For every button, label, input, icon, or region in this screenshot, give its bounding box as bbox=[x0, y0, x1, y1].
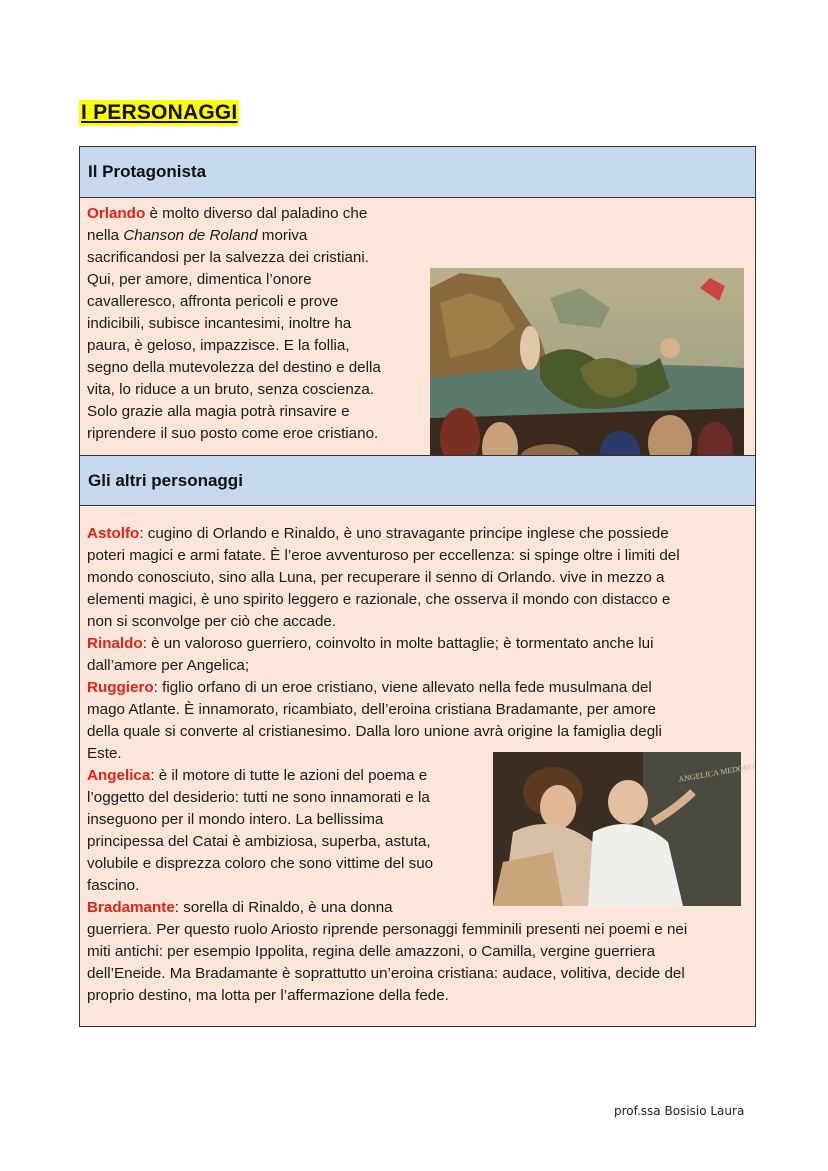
line-text: : sorella di Rinaldo, è una donna bbox=[174, 899, 393, 916]
line-text: : è un valoroso guerriero, coinvolto in molte battaglie; è tormentato anche lui bbox=[142, 635, 654, 652]
line-text: indicibili, subisce incantesimi, inoltre ha bbox=[87, 315, 352, 332]
line-text: dell’Eneide. Ma Bradamante è soprattutto un’eroina cristiana: audace, volitiva, decide del bbox=[87, 965, 685, 982]
section-body-protagonist bbox=[80, 198, 755, 455]
text-line bbox=[87, 335, 417, 357]
text-line bbox=[87, 963, 757, 985]
text-line bbox=[87, 589, 757, 611]
line-text: fascino. bbox=[87, 877, 140, 894]
text-line bbox=[87, 401, 417, 423]
tree-inscription: ANGELICA MEDORO bbox=[677, 761, 756, 784]
line-text: paura, è geloso, impazzisce. E la follia, bbox=[87, 337, 350, 354]
line-text: segno della mutevolezza del destino e della bbox=[87, 359, 381, 376]
text-line bbox=[87, 247, 417, 269]
work-title: Chanson de Roland bbox=[123, 227, 258, 244]
line-text: dall’amore per Angelica; bbox=[87, 657, 250, 674]
character-name: Angelica bbox=[87, 767, 151, 784]
text-line bbox=[87, 721, 757, 743]
section-header-other-characters: Gli altri personaggi bbox=[80, 455, 755, 506]
page-title: I PERSONAGGI bbox=[81, 101, 238, 124]
character-name: Rinaldo bbox=[87, 635, 143, 652]
line-text: sacrificandosi per la salvezza dei cristiani. bbox=[87, 249, 369, 266]
text-line bbox=[87, 269, 417, 291]
line-text: è molto diverso dal paladino che bbox=[145, 205, 368, 222]
line-prefix: nella bbox=[87, 227, 124, 244]
character-name: Bradamante bbox=[87, 899, 175, 916]
character-name: Astolfo bbox=[87, 525, 140, 542]
line-text: guerriera. Per questo ruolo Ariosto riprende personaggi femminili presenti nei poemi e nei bbox=[87, 921, 688, 938]
line-text: riprendere il suo posto come eroe cristiano. bbox=[87, 425, 379, 442]
text-line bbox=[87, 313, 417, 335]
line-text: Solo grazie alla magia potrà rinsavire e bbox=[87, 403, 350, 420]
line-text: della quale si converte al cristianesimo. Dalla loro unione avrà origine la famiglia degli bbox=[87, 723, 662, 740]
line-text: Qui, per amore, dimentica l’onore bbox=[87, 271, 312, 288]
text-line bbox=[87, 611, 757, 633]
line-text: : figlio orfano di un eroe cristiano, viene allevato nella fede musulmana del bbox=[153, 679, 652, 696]
line-text: mago Atlante. È innamorato, ricambiato, dell’eroina cristiana Bradamante, per amore bbox=[87, 701, 656, 718]
line-text: miti antichi: per esempio Ippolita, regina delle amazzoni, o Camilla, vergine guerriera bbox=[87, 943, 656, 960]
text-line bbox=[87, 985, 757, 1007]
footer-author: prof.ssa Bosisio Laura bbox=[614, 1104, 745, 1118]
text-line bbox=[87, 379, 417, 401]
line-text: cavalleresco, affronta pericoli e prove bbox=[87, 293, 339, 310]
text-line bbox=[87, 523, 757, 545]
line-text: proprio destino, ma lotta per l’affermazione della fede. bbox=[87, 987, 449, 1004]
text-line bbox=[87, 655, 757, 677]
line-text: non si sconvolge per ciò che accade. bbox=[87, 613, 337, 630]
text-line bbox=[87, 567, 757, 589]
text-line bbox=[87, 357, 417, 379]
text-line bbox=[87, 919, 757, 941]
line-text: principessa del Catai è ambiziosa, superba, astuta, bbox=[87, 833, 431, 850]
line-text: : cugino di Orlando e Rinaldo, è uno stravagante principe inglese che possiede bbox=[139, 525, 669, 542]
section-header-protagonist: Il Protagonista bbox=[80, 147, 755, 198]
line-text: moriva bbox=[257, 227, 308, 244]
text-line bbox=[87, 203, 417, 225]
text-line bbox=[87, 941, 757, 963]
line-text: poteri magici e armi fatate. È l’eroe avventuroso per eccellenza: si spinge oltre i limiti del bbox=[87, 547, 680, 564]
line-text: volubile e disprezza coloro che sono vittime del suo bbox=[87, 855, 434, 872]
line-text: inseguono per il mondo intero. La bellissima bbox=[87, 811, 384, 828]
line-text: l’oggetto del desiderio: tutti ne sono innamorati e la bbox=[87, 789, 430, 806]
line-text: : è il motore di tutte le azioni del poema e bbox=[150, 767, 428, 784]
line-text: mondo conosciuto, sino alla Luna, per recuperare il senno di Orlando. vive in mezzo a bbox=[87, 569, 665, 586]
line-text: elementi magici, è uno spirito leggero e razionale, che osserva il mondo con distacco e bbox=[87, 591, 671, 608]
line-text: vita, lo riduce a un bruto, senza coscienza. bbox=[87, 381, 375, 398]
text-line bbox=[87, 677, 757, 699]
perseus-andromeda-painting bbox=[430, 268, 744, 482]
text-line bbox=[87, 225, 417, 247]
text-line bbox=[87, 699, 757, 721]
text-line bbox=[87, 545, 757, 567]
text-line bbox=[87, 291, 417, 313]
protagonist-text bbox=[87, 203, 417, 445]
character-name: Ruggiero bbox=[87, 679, 154, 696]
character-name: Orlando bbox=[87, 205, 146, 222]
angelica-medoro-painting bbox=[493, 752, 756, 906]
line-text: Este. bbox=[87, 745, 122, 762]
text-line bbox=[87, 423, 417, 445]
text-line bbox=[87, 633, 757, 655]
